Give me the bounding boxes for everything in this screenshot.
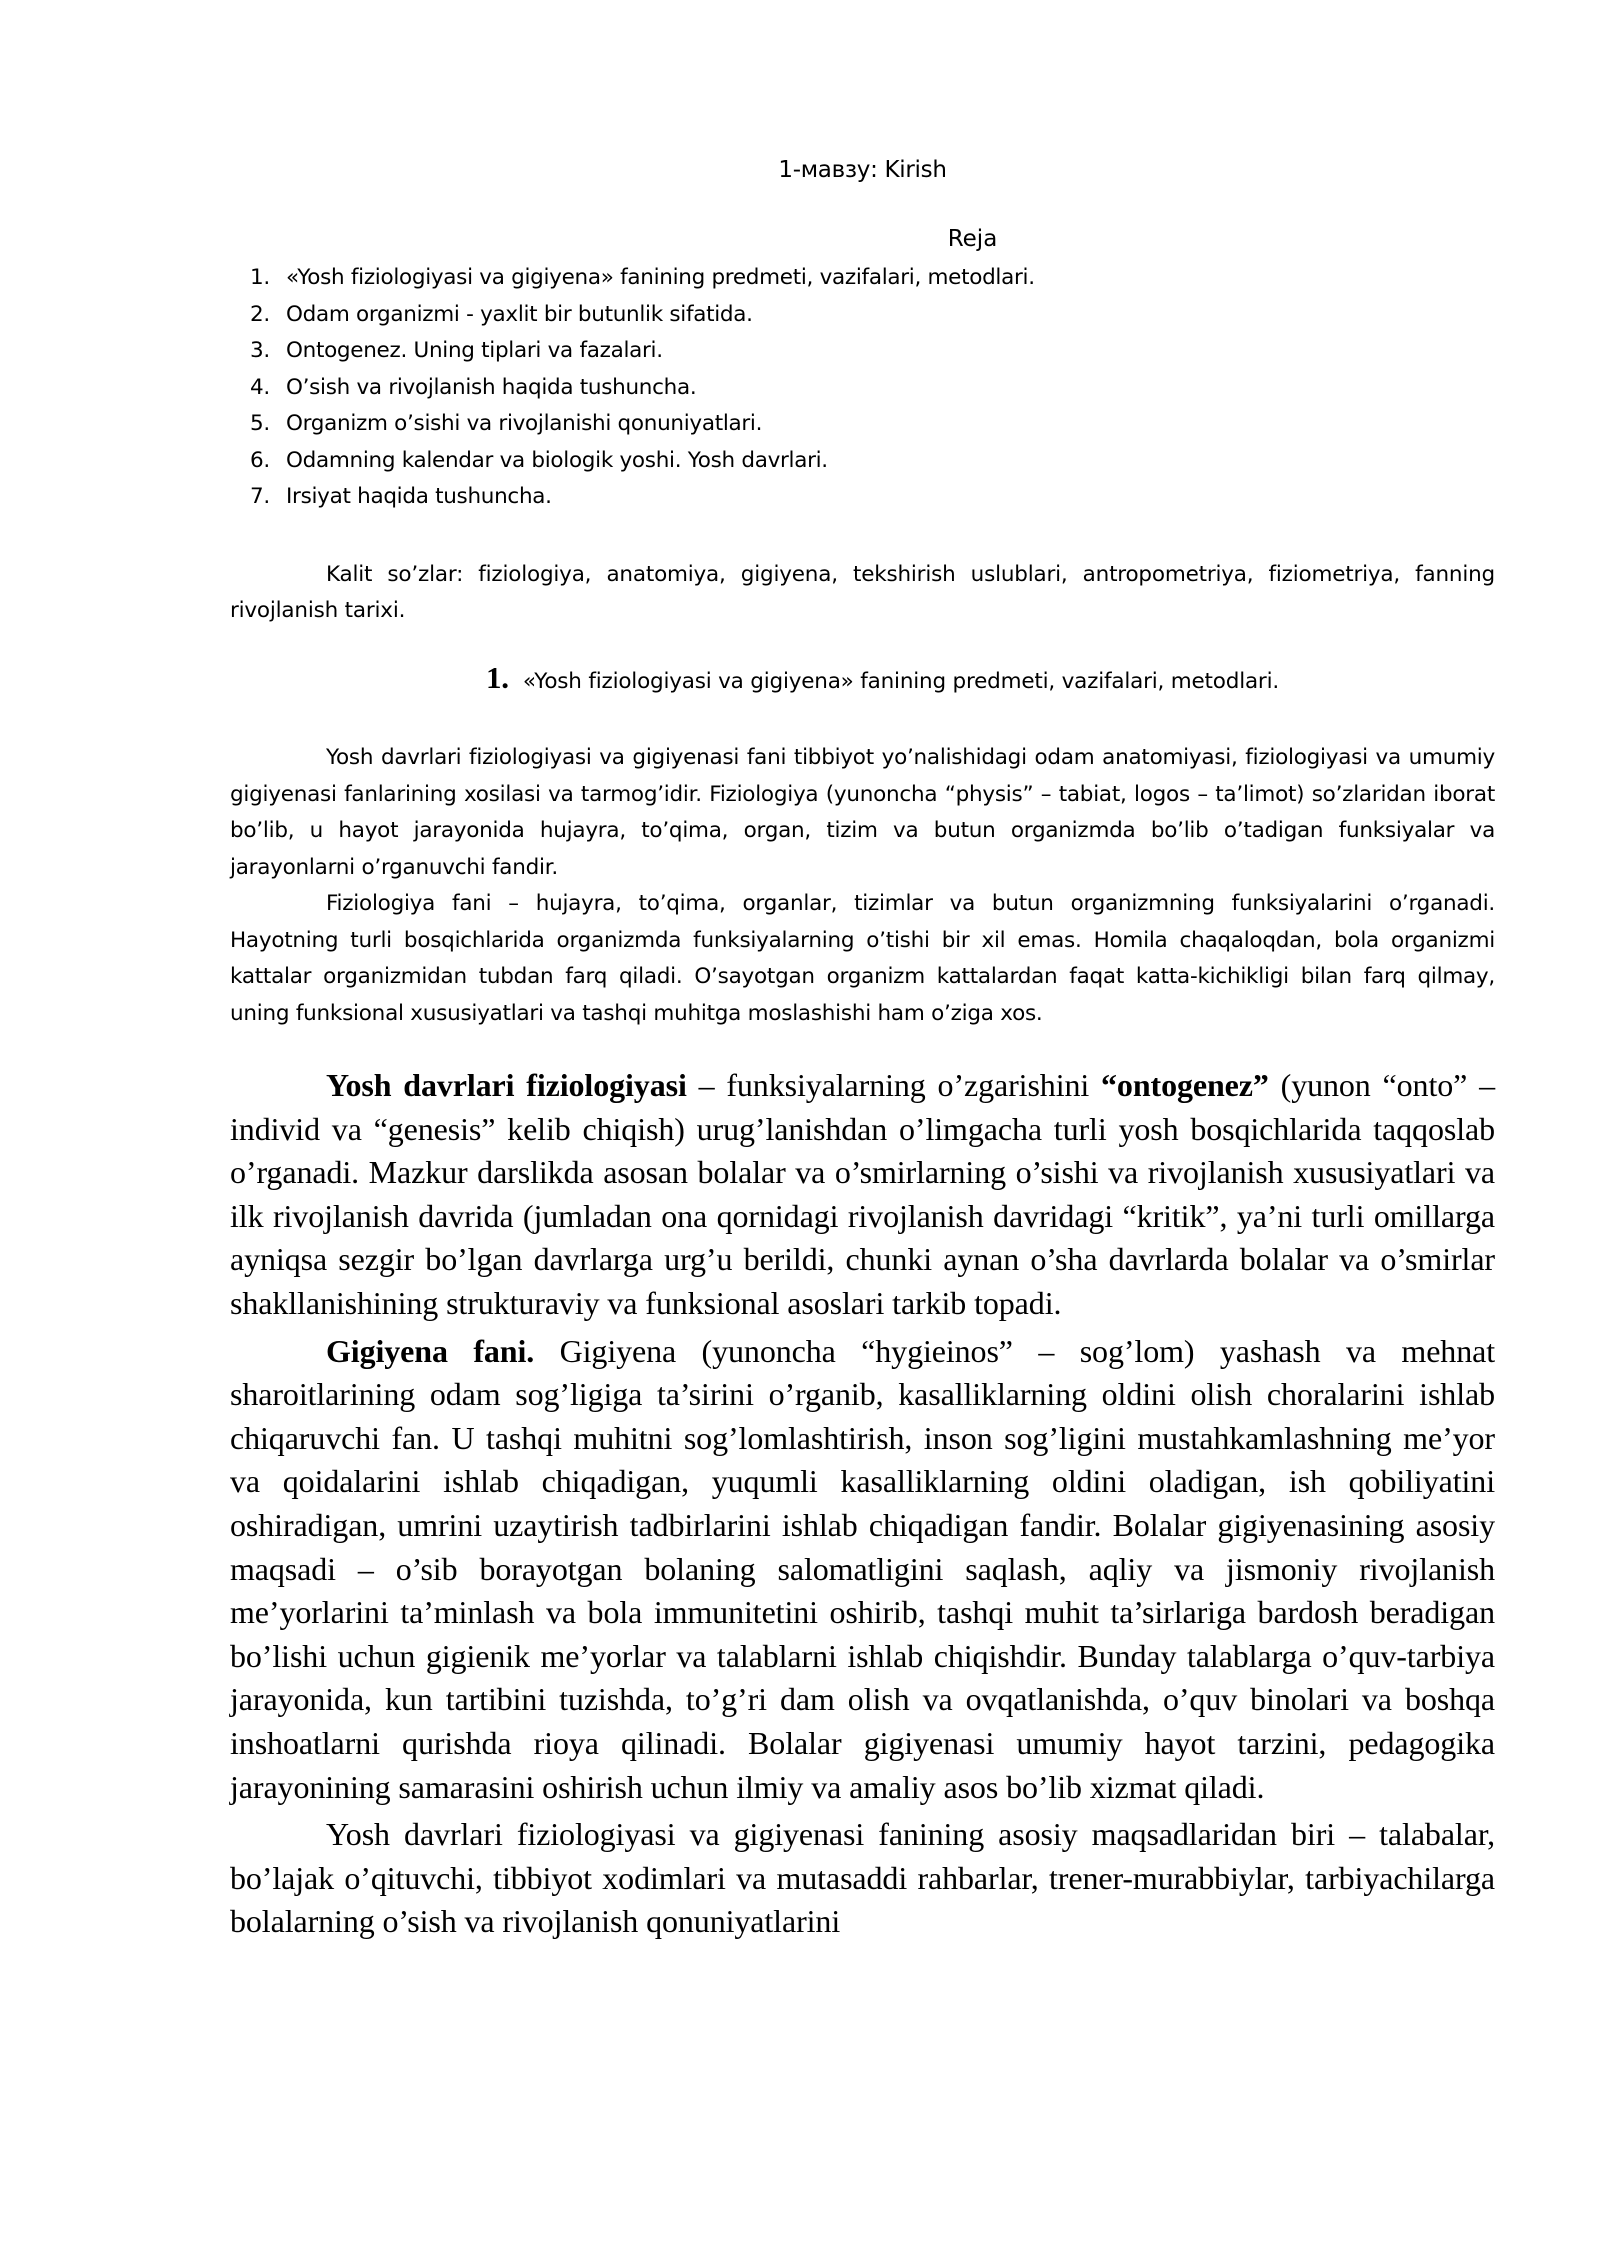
paragraph-text: – funksiyalarning o’zgarishini xyxy=(686,1067,1102,1103)
plan-item-number: 5. xyxy=(250,411,270,436)
plan-heading: Reja xyxy=(947,226,998,252)
section-heading xyxy=(230,660,1495,700)
paragraph-text: (yunon “onto” – individ va “genesis” kelib chiqish) urug’lanishdan o’limgacha turli yosh bosqichlarida taqqoslab o’rganadi. Mazkur darslikda asosan bolalar va o’smirlarning o’sishi va rivojlanish xususiyatlari va ilk rivojlanish davrida (jumladan ona qornidagi rivojlanish davridagi “kritik”, ya’ni turli omillarga ayniqsa sezgir bo’lgan davrlarga urg’u berildi, chunki aynan o’sha davrlarda bolalar va o’smirlar shakllanishining strukturaviy va funksional asoslari tarkib topadi. xyxy=(230,1067,1495,1321)
body-paragraph xyxy=(230,1064,1495,1326)
keywords-paragraph: Kalit so’zlar: fiziologiya, anatomiya, gigiyena, tekshirish uslublari, antropometriya, fiziometriya, fanning rivojlanish tarixi. xyxy=(230,562,1495,623)
plan-item-text: Irsiyat haqida tushuncha. xyxy=(286,484,552,509)
plan-item xyxy=(250,479,1035,516)
main-paragraphs xyxy=(230,1064,1495,1948)
body-paragraph: Yosh davrlari fiziologiyasi va gigiyenasi fani tibbiyot yo’nalishidagi odam anatomiyasi, fiziologiyasi va umumiy gigiyenasi fanlarining xosilasi va tarmog’idir. Fiziologiya (yunoncha “physis” – tabiat, logos – ta’limot) so’zlaridan iborat bo’lib, u hayot jarayonida hujayra, to’qima, organ, tizim va butun organizmda bo’lib o’tadigan funksiyalar va jarayonlarni o’rganuvchi fandir. xyxy=(230,745,1495,880)
body-paragraph: Fiziologiya fani – hujayra, to’qima, organlar, tizimlar va butun organizmning funksiyalarini o’rganadi. Hayotning turli bosqichlarida organizmda funksiyalarning o’tishi bir xil emas. Homila chaqaloqdan, bola organizmi kattalar organizmidan tubdan farq qiladi. O’sayotgan organizm kattalardan faqat katta-kichikligi bilan farq qilmay, uning funksional xususiyatlari va tashqi muhitga moslashishi ham o’ziga xos. xyxy=(230,891,1495,1026)
plan-item xyxy=(250,333,1035,370)
page-title: 1-мавзу: Kirish xyxy=(778,157,947,183)
plan-item xyxy=(250,443,1035,480)
plan-item xyxy=(250,297,1035,334)
paragraph-text: Gigiyena (yunoncha “hygieinos” – sog’lom) yashash va mehnat sharoitlarining odam sog’ligiga ta’sirini o’rganib, kasalliklarning oldini olish choralarini ishlab chiqaruvchi fan. U tashqi muhitni sog’lomlashtirish, inson sog’ligini mustahkamlashning me’yor va qoidalarini ishlab chiqadigan, yuqumli kasalliklarning oldini oladigan, ish qobiliyatini oshiradigan, umrini uzaytirish tadbirlarini ishlab chiqadigan fandir. Bolalar gigiyenasining asosiy maqsadi – o’sib borayotgan bolaning salomatligini saqlash, aqliy va jismoniy rivojlanish me’yorlarini ta’minlash va bola immunitetini oshirib, tashqi muhit ta’sirlariga bardosh beradigan bo’lishi uchun gigienik me’yorlar va talablarni ishlab chiqishdir. Bunday talablarga o’quv-tarbiya jarayonida, kun tartibini tuzishda, to’g’ri dam olish va ovqatlanishda, o’quv binolari va boshqa inshoatlarni qurishda rioya qilinadi. Bolalar gigiyenasi umumiy hayot tarzini, pedagogika jarayonining samarasini oshirish uchun ilmiy va amaliy asos bo’lib xizmat qiladi. xyxy=(230,1332,1495,1805)
intro-paragraphs xyxy=(230,740,1495,1032)
paragraph-text: Yosh davrlari fiziologiyasi va gigiyenasi fanining asosiy maqsadlaridan biri – talabalar, bo’lajak o’qituvchi, tibbiyot xodimlari va mutasaddi rahbarlar, trener-murabbiylar, tarbiyachilarga bolalarning o’sish va rivojlanish qonuniyatlarini xyxy=(230,1816,1495,1940)
bold-term: Yosh davrlari fiziologiyasi xyxy=(326,1067,687,1103)
bold-term: Gigiyena fani. xyxy=(326,1332,535,1369)
plan-item-text: Odam organizmi - yaxlit bir butunlik sifatida. xyxy=(286,301,753,327)
plan-item-text: Organizm o’sishi va rivojlanishi qonuniyatlari. xyxy=(286,411,763,436)
plan-item-text: Ontogenez. Uning tiplari va fazalari. xyxy=(286,338,663,363)
plan-list xyxy=(250,260,1035,516)
plan-item-number: 4. xyxy=(250,374,270,400)
plan-item-number: 7. xyxy=(250,484,270,509)
plan-item-number: 6. xyxy=(250,447,270,473)
section-title: «Yosh fiziologiyasi va gigiyena» fanining predmeti, vazifalari, metodlari. xyxy=(522,669,1279,694)
plan-item-text: Odamning kalendar va biologik yoshi. Yosh davrlari. xyxy=(286,447,828,473)
plan-item-number: 2. xyxy=(250,301,270,327)
plan-item-text: «Yosh fiziologiyasi va gigiyena» fanining predmeti, vazifalari, metodlari. xyxy=(286,265,1035,290)
plan-item-number: 1. xyxy=(250,265,270,290)
bold-term: “ontogenez” xyxy=(1101,1067,1269,1103)
plan-item xyxy=(250,370,1035,407)
plan-item-text: O’sish va rivojlanish haqida tushuncha. xyxy=(286,374,697,400)
plan-item xyxy=(250,406,1035,443)
section-number: 1. xyxy=(486,660,509,695)
body-paragraph xyxy=(230,1330,1495,1810)
plan-item-number: 3. xyxy=(250,338,270,363)
body-paragraph xyxy=(230,1813,1495,1944)
plan-item xyxy=(250,260,1035,297)
